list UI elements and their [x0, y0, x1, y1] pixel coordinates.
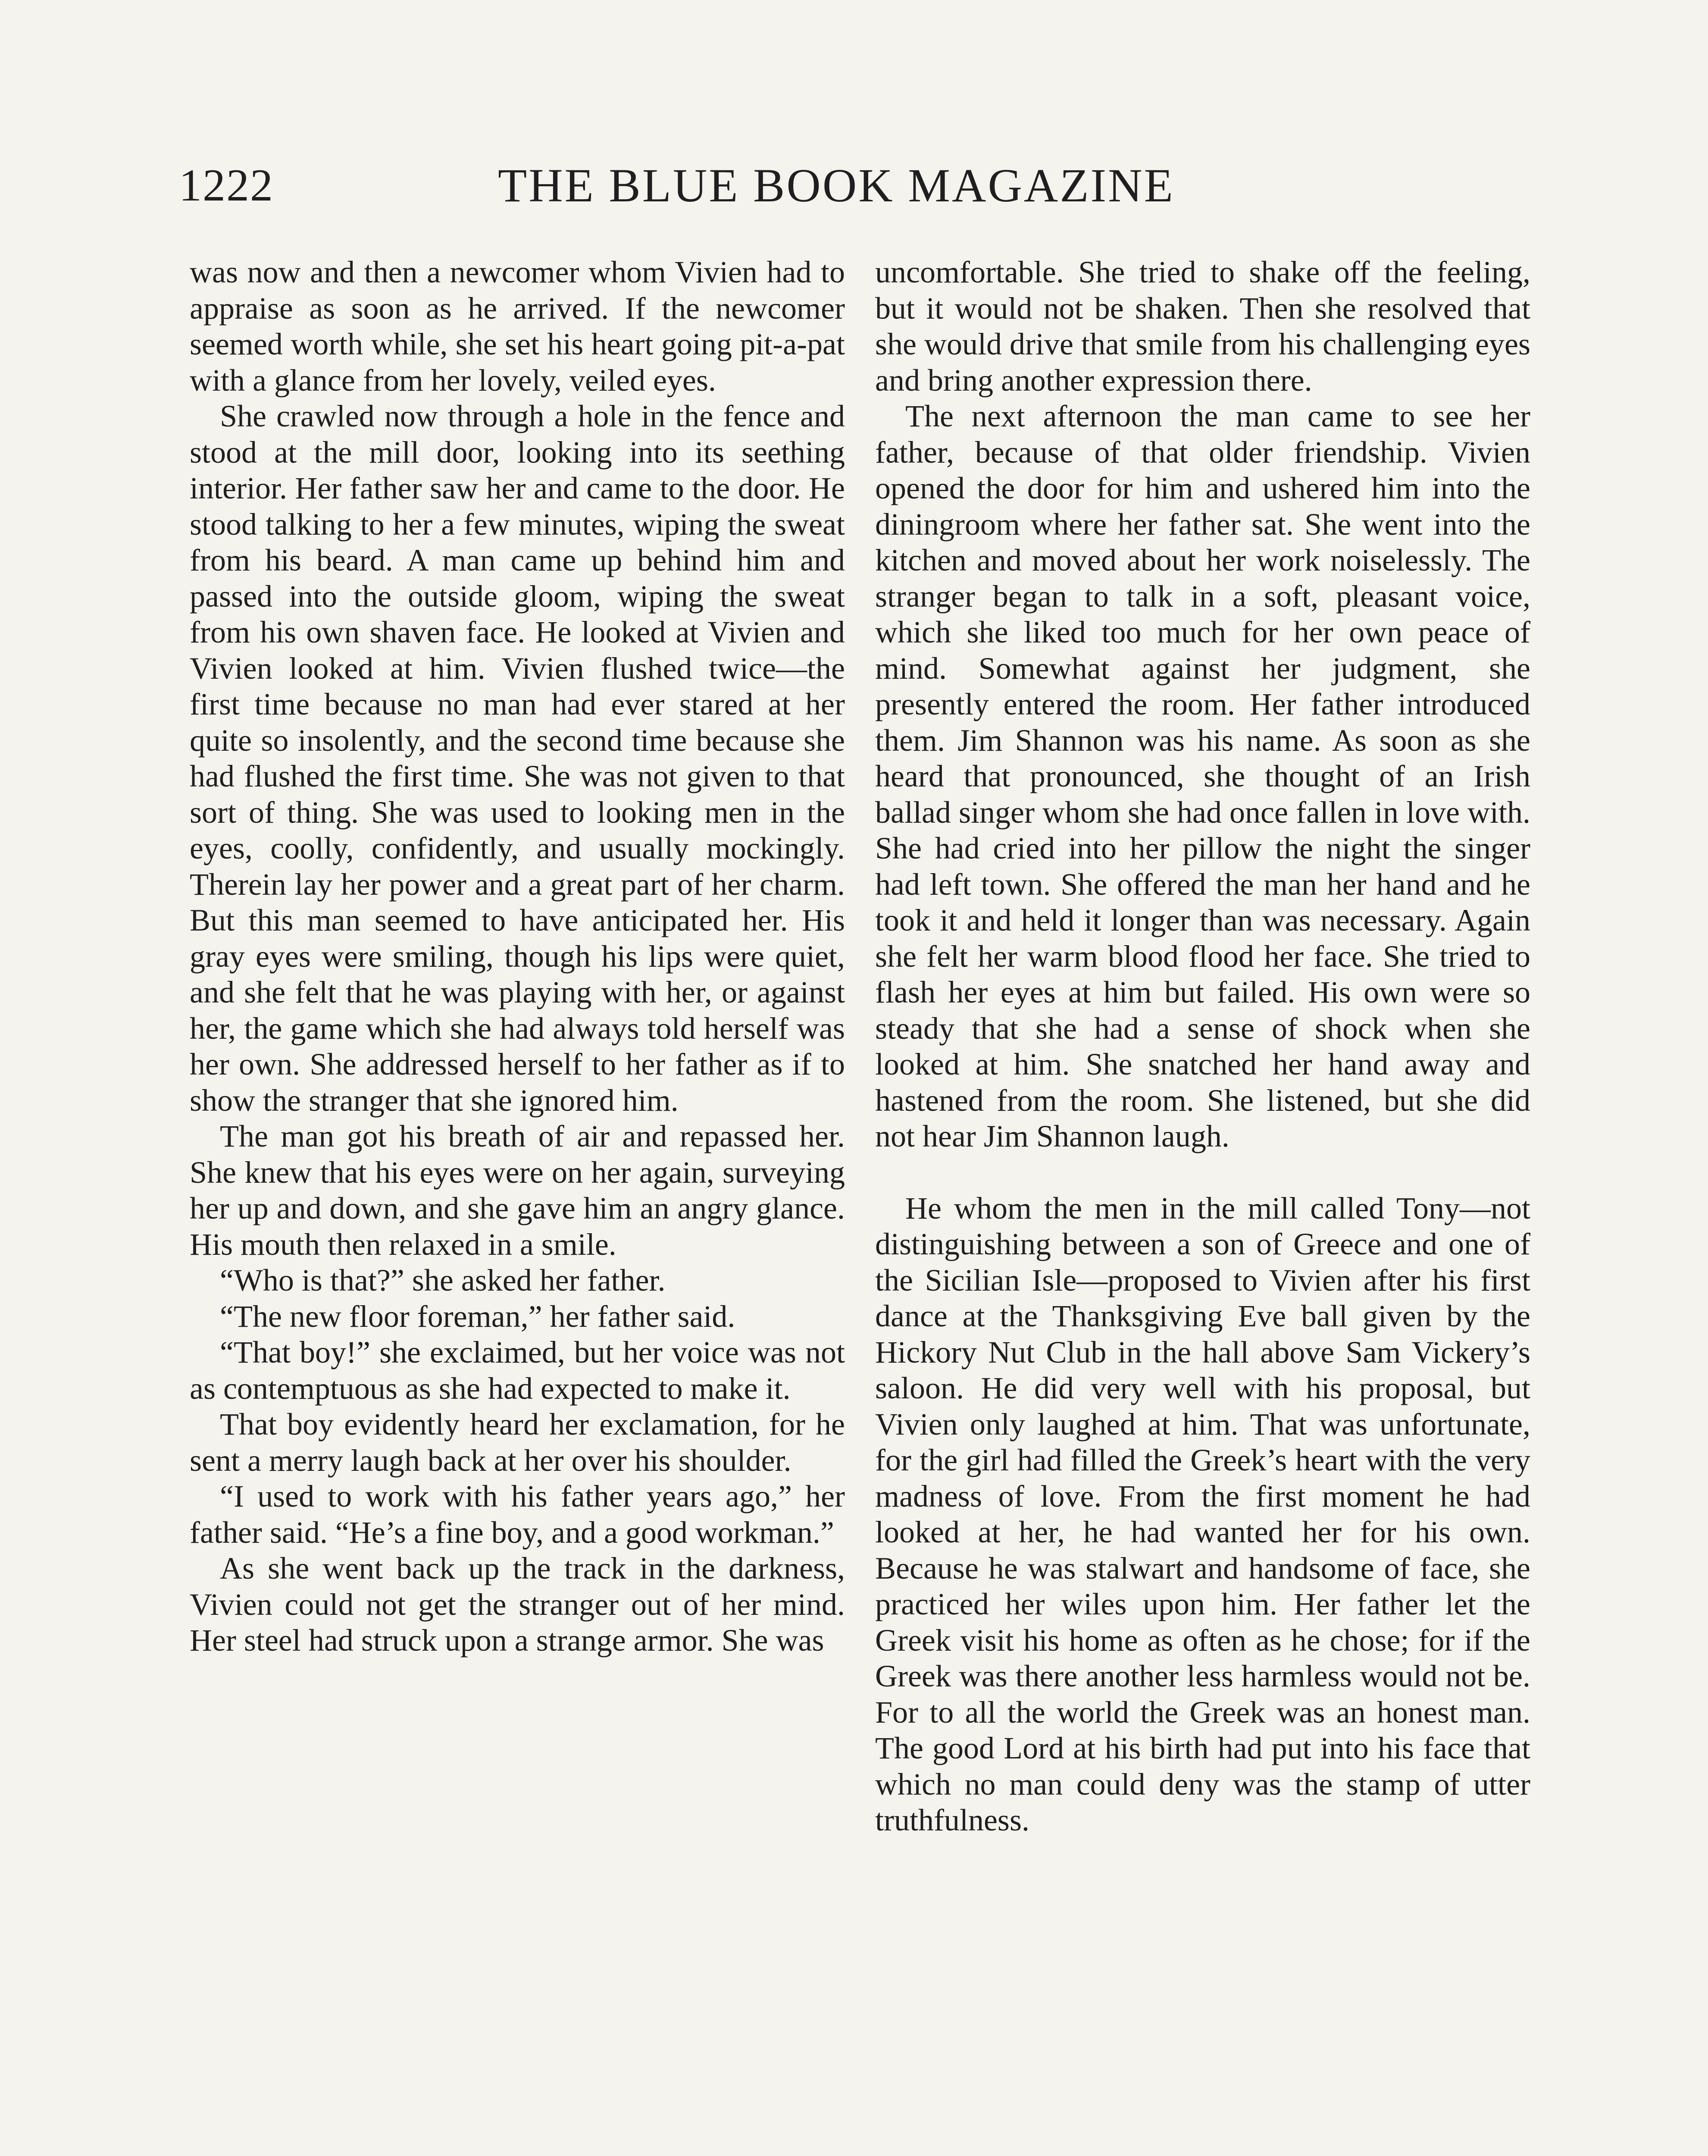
paragraph: That boy evidently heard her exclamation, for he sent a merry laugh back at her over his shoulder.	[190, 1407, 845, 1478]
paragraph: uncomfortable. She tried to shake off the feeling, but it would not be shaken. Then she resolved that she would drive that smile from his challenging eyes and bring another expression there.	[875, 255, 1530, 398]
paragraph: The next afternoon the man came to see her father, because of that older friendship. Vivien opened the door for him and ushered him into the diningroom where her father sat. She went into the kitchen and moved about her work noiselessly. The stranger began to talk in a soft, pleasant voice, which she liked too much for her own peace of mind. Somewhat against her judgment, she presently entered the room. Her father introduced them. Jim Shannon was his name. As soon as she heard that pronounced, she thought of an Irish ballad singer whom she had once fallen in love with. She had cried into her pillow the night the singer had left town. She offered the man her hand and he took it and held it longer than was necessary. Again she felt her warm blood flood her face. She tried to flash her eyes at him but failed. His own were so steady that she had a sense of shock when she looked at him. She snatched her hand away and hastened from the room. She listened, but she did not hear Jim Shannon laugh.	[875, 399, 1530, 1153]
paragraph: was now and then a newcomer whom Vivien had to appraise as soon as he arrived. If the newcomer seemed worth while, she set his heart going pit-a-pat with a glance from her lovely, veiled eyes.	[190, 255, 845, 398]
paragraph: “Who is that?” she asked her father.	[220, 1263, 666, 1297]
paragraph: “That boy!” she exclaimed, but her voice was not as contemptuous as she had expected to make it.	[190, 1335, 845, 1406]
paragraph: As she went back up the track in the darkness, Vivien could not get the stranger out of her mind. Her steel had struck upon a strange armor. She was	[190, 1551, 845, 1658]
paragraph: “I used to work with his father years ago,” her father said. “He’s a fine boy, and a good workman.”	[190, 1479, 845, 1550]
left-column	[190, 254, 845, 1659]
paragraph: She crawled now through a hole in the fence and stood at the mill door, looking into its seething interior. Her father saw her and came to the door. He stood talking to her a few minutes, wiping the sweat from his beard. A man came up behind him and passed into the outside gloom, wiping the sweat from his own shaven face. He looked at Vivien and Vivien looked at him. Vivien flushed twice—the first time because no man had ever stared at her quite so insolently, and the second time because she had flushed the first time. She was not given to that sort of thing. She was used to looking men in the eyes, coolly, confidently, and usually mockingly. Therein lay her power and a great part of her charm. But this man seemed to have anticipated her. His gray eyes were smiling, though his lips were quiet, and she felt that he was playing with her, or against her, the game which she had always told herself was her own. She addressed herself to her father as if to show the stranger that she ignored him.	[190, 399, 845, 1118]
paragraph: The man got his breath of air and repassed her. She knew that his eyes were on her again, surveying her up and down, and she gave him an angry glance. His mouth then relaxed in a smile.	[190, 1119, 845, 1262]
right-column	[875, 254, 1530, 1839]
page-header	[179, 155, 1205, 224]
paragraph: “The new floor foreman,” her father said.	[220, 1299, 735, 1334]
section-paragraph: He whom the men in the mill called Tony—not distinguishing between a son of Greece and one of the Sicilian Isle—proposed to Vivien after his first dance at the Thanksgiving Eve ball given by the Hickory Nut Club in the hall above Sam Vickery’s saloon. He did very well with his proposal, but Vivien only laughed at him. That was unfortunate, for the girl had filled the Greek’s heart with the very madness of love. From the first moment he had looked at her, he had wanted her for his own. Because he was stalwart and handsome of face, she practiced her wiles upon him. Her father let the Greek visit his home as often as he chose; for if the Greek was there another less harmless would not be. For to all the world the Greek was an honest man. The good Lord at his birth had put into his face that which no man could deny was the stamp of utter truthfulness.	[875, 1191, 1530, 1837]
running-head: THE BLUE BOOK MAGAZINE	[498, 159, 1175, 212]
page-number: 1222	[179, 160, 274, 210]
